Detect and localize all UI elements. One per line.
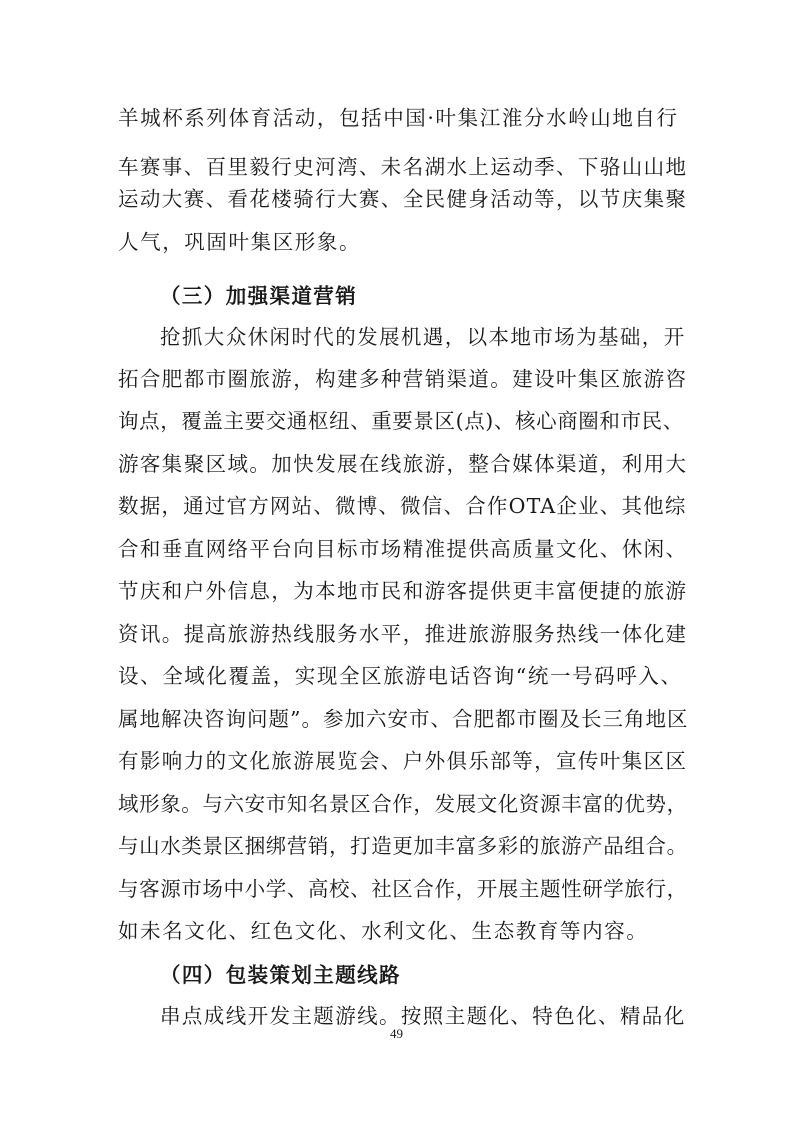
paragraph-line: 有影响力的文化旅游展览会、户外俱乐部等，宣传叶集区区 <box>118 749 688 773</box>
paragraph-line: 运动大赛、看花楼骑行大赛、全民健身活动等，以节庆集聚 <box>118 187 688 211</box>
paragraph-line: 车赛事、百里毅行史河湾、未名湖水上运动季、下骆山山地 <box>118 155 688 179</box>
paragraph-line: 串点成线开发主题游线。按照主题化、特色化、精品化 <box>160 1004 686 1028</box>
paragraph-line: 属地解决咨询问题”。参加六安市、合肥都市圈及长三角地区 <box>118 707 689 731</box>
paragraph-line: 询点，覆盖主要交通枢纽、重要景区(点)、核心商圈和市民、 <box>118 409 684 433</box>
paragraph-line: 抢抓大众休闲时代的发展机遇，以本地市场为基础，开 <box>160 325 686 349</box>
page-number: 49 <box>390 1026 403 1041</box>
paragraph-line: 域形象。与六安市知名景区合作，发展文化资源丰富的优势， <box>118 792 688 816</box>
paragraph-line: 合和垂直网络平台向目标市场精准提供高质量文化、休闲、 <box>118 537 688 561</box>
paragraph-line: 数据，通过官方网站、微博、微信、合作OTA企业、其他综 <box>118 494 687 518</box>
paragraph-line: 节庆和户外信息，为本地市民和游客提供更丰富便捷的旅游 <box>118 579 688 603</box>
section-heading-4: （四）包装策划主题线路 <box>160 963 401 987</box>
paragraph-line: 拓合肥都市圈旅游，构建多种营销渠道。建设叶集区旅游咨 <box>118 367 688 391</box>
paragraph-line: 设、全域化覆盖，实现全区旅游电话咨询“统一号码呼入、 <box>118 664 683 688</box>
paragraph-line: 人气，巩固叶集区形象。 <box>118 230 362 254</box>
paragraph-line: 与客源市场中小学、高校、社区合作，开展主题性研学旅行， <box>118 877 688 901</box>
paragraph-line: 羊城杯系列体育活动，包括中国·叶集江淮分水岭山地自行 <box>118 106 679 130</box>
paragraph-line: 游客集聚区域。加快发展在线旅游，整合媒体渠道，利用大 <box>118 452 688 476</box>
section-heading-3: （三）加强渠道营销 <box>160 284 358 308</box>
paragraph-line: 如未名文化、红色文化、水利文化、生态教育等内容。 <box>118 919 649 943</box>
paragraph-line: 与山水类景区捆绑营销，打造更加丰富多彩的旅游产品组合。 <box>118 834 688 858</box>
paragraph-line: 资讯。提高旅游热线服务水平，推进旅游服务热线一体化建 <box>118 622 688 646</box>
